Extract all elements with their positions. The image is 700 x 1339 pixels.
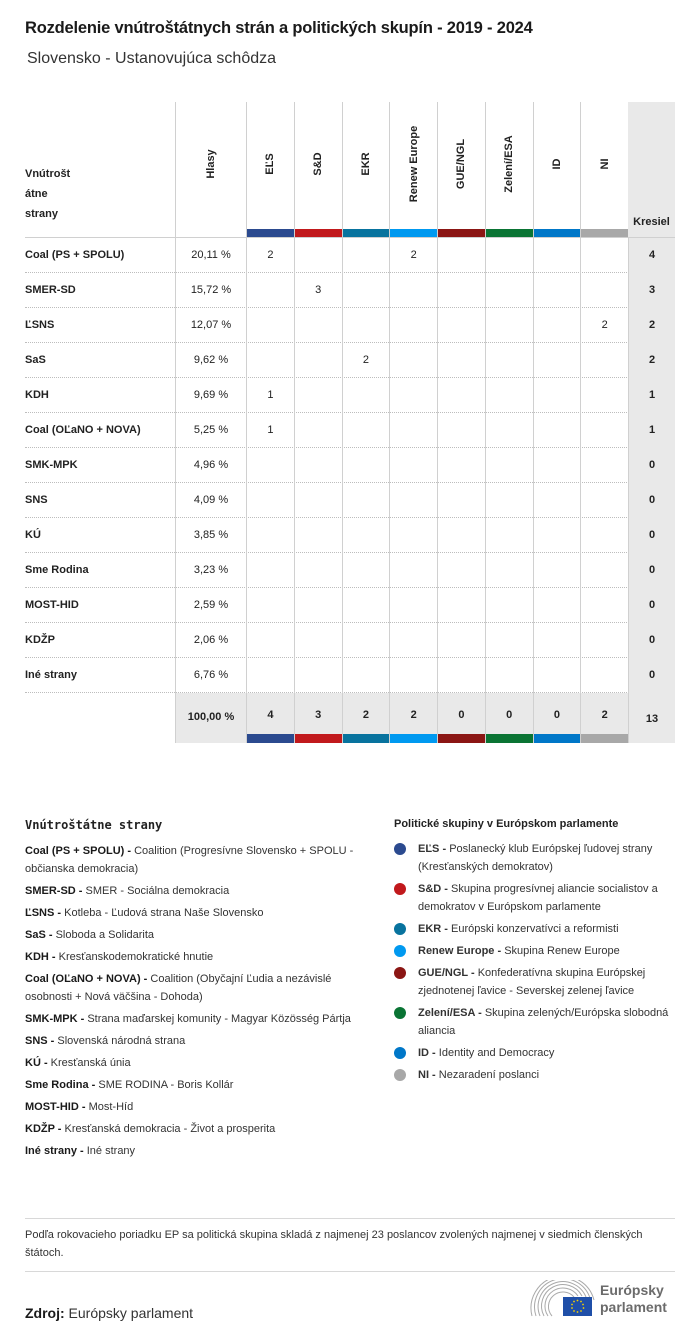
group-seats [485,378,533,413]
group-total [533,693,581,743]
party-legend-item [25,1032,365,1050]
party-abbr: Coal (OĽaNO + NOVA) - [25,973,148,985]
group-seats [437,343,485,378]
party-abbr: SMK-MPK - [25,1013,85,1025]
group-seats [437,483,485,518]
group-seats [342,413,390,448]
group-legend-item [394,840,679,876]
party-fullname: Coalition (Obyčajní Ľudia a nezávislé osobnosti + Nová väčšina - Dohoda) [25,973,332,1003]
group-seats [294,518,342,553]
group-seats [389,483,437,518]
group-header-label: Zelení/ESA [503,135,516,193]
party-column-header [25,164,85,224]
group-fullname: Európski konzervatívci a reformisti [451,923,619,935]
group-seats [294,658,342,693]
group-seats [533,343,581,378]
group-seats [485,343,533,378]
group-seats [389,518,437,553]
totals-row [25,693,675,743]
group-seats: 2 [580,308,628,343]
group-seats [437,448,485,483]
group-color-bar [581,734,628,743]
party-legend-item [25,926,365,944]
table-row [25,483,675,518]
party-name: Coal (PS + SPOLU) [25,249,125,261]
group-total-value: 0 [506,709,513,721]
group-header-label: NI [598,158,611,170]
party-name: KÚ [25,529,41,541]
group-fullname: Poslanecký klub Európskej ľudovej strany (Kresťanských demokratov) [418,843,653,873]
party-name: SaS [25,354,46,366]
party-header-line: Vnútrošt [25,168,71,180]
party-legend-item [25,1098,365,1116]
group-seats [294,588,342,623]
group-header-label: Renew Europe [407,125,420,203]
group-column-header [389,102,437,238]
group-color-dot-icon [394,1007,406,1019]
group-seats [246,658,294,693]
group-header-label: S&D [312,152,325,176]
group-color-bar [343,734,390,743]
total-seats: 1 [628,378,675,413]
group-seats [485,518,533,553]
logo-wordmark [600,1282,667,1316]
group-fullname: Skupina zelených/Európska slobodná aliancia [418,1007,669,1037]
party-name: SNS [25,494,48,506]
group-seats [389,448,437,483]
party-abbr: Coal (PS + SPOLU) - [25,845,132,857]
group-total-value: 2 [601,709,608,721]
group-column-header [294,102,342,238]
group-color-dot-icon [394,945,406,957]
group-seats [533,623,581,658]
totals-label [25,693,175,743]
group-seats [342,273,390,308]
party-fullname: Kresťanská demokracia - Život a prosperita [64,1123,276,1135]
group-seats: 2 [342,343,390,378]
group-fullname: Nezaradení poslanci [438,1069,540,1081]
group-color-dot-icon [394,1047,406,1059]
votes-share: 6,76 % [175,658,246,693]
group-seats [294,413,342,448]
group-abbr: NI - [418,1069,436,1081]
group-total-value: 2 [362,709,369,721]
party-header-line: strany [25,208,59,220]
votes-share: 15,72 % [175,273,246,308]
group-seats [485,273,533,308]
group-seats [533,413,581,448]
party-name: MOST-HID [25,599,79,611]
party-name: Iné strany [25,669,77,681]
group-seats [580,518,628,553]
group-color-bar [486,734,533,743]
table-row [25,448,675,483]
votes-share: 20,11 % [175,238,246,273]
group-color-bar [247,734,294,743]
european-parliament-logo [528,1280,678,1320]
group-column-header [437,102,485,238]
group-header-label: EKR [359,152,372,176]
group-seats [342,238,390,273]
group-total-value: 2 [410,709,417,721]
group-seats [389,413,437,448]
party-abbr: KDŽP - [25,1123,62,1135]
party-fullname: Kresťanskodemokratické hnutie [58,951,214,963]
party-legend-item [25,842,365,878]
total-seats: 2 [628,343,675,378]
group-total-value: 3 [315,709,322,721]
party-legend-item [25,1142,365,1160]
group-color-dot-icon [394,883,406,895]
party-abbr: Sme Rodina - [25,1079,96,1091]
chart-subtitle: Slovensko - Ustanovujúca schôdza [27,50,277,67]
table-row [25,553,675,588]
group-seats [485,658,533,693]
group-seats [246,308,294,343]
group-seats [389,658,437,693]
votes-column-header [175,102,246,238]
group-column-header [533,102,581,238]
group-seats [580,238,628,273]
group-seats [389,378,437,413]
group-column-header [485,102,533,238]
group-seats [294,448,342,483]
group-seats: 1 [246,413,294,448]
group-legend-item [394,1066,679,1084]
group-seats [246,623,294,658]
logo-line: parlament [600,1299,667,1315]
group-seats [342,483,390,518]
group-seats [437,588,485,623]
group-color-bar [438,734,485,743]
party-name: Coal (OĽaNO + NOVA) [25,424,141,436]
party-legend-item [25,1010,365,1028]
group-color-bar [295,734,342,743]
votes-share: 3,23 % [175,553,246,588]
party-legend-item [25,1120,365,1138]
group-seats [533,588,581,623]
group-seats: 2 [246,238,294,273]
group-seats [389,343,437,378]
group-seats [437,378,485,413]
group-abbr: EĽS - [418,843,447,855]
table-header [25,102,675,238]
group-legend-item [394,920,679,938]
total-seats: 1 [628,413,675,448]
group-seats [533,483,581,518]
group-header-label: EĽS [264,153,277,175]
votes-header-label: Hlasy [205,149,217,179]
group-seats [389,308,437,343]
votes-share: 4,09 % [175,483,246,518]
group-seats [580,588,628,623]
group-fullname: Skupina Renew Europe [504,945,620,957]
group-seats [342,378,390,413]
party-fullname: Strana maďarskej komunity - Magyar Közösség Pártja [87,1013,351,1025]
hemicycle-icon [528,1280,598,1318]
party-fullname: Most-Híd [88,1101,134,1113]
total-seats: 2 [628,308,675,343]
total-seats: 0 [628,483,675,518]
group-seats [437,308,485,343]
group-seats [246,588,294,623]
table-row [25,378,675,413]
party-abbr: SaS - [25,929,53,941]
group-seats [580,483,628,518]
group-seats [389,553,437,588]
group-seats [342,553,390,588]
group-seats [580,378,628,413]
group-seats [246,343,294,378]
table-row [25,238,675,273]
group-seats: 3 [294,273,342,308]
total-seats: 0 [628,658,675,693]
group-seats [342,588,390,623]
votes-share: 2,06 % [175,623,246,658]
group-seats [485,483,533,518]
group-legend-title: Politické skupiny v Európskom parlamente [394,818,619,830]
group-legend-item [394,1004,679,1040]
party-fullname: Kotleba - Ľudová strana Naše Slovensko [64,907,264,919]
votes-share: 9,69 % [175,378,246,413]
votes-share: 2,59 % [175,588,246,623]
total-seats: 0 [628,448,675,483]
group-seats [485,553,533,588]
party-abbr: KDH - [25,951,56,963]
chart-title: Rozdelenie vnútroštátnych strán a politických skupín - 2019 - 2024 [25,19,533,37]
group-seats [533,448,581,483]
group-seats [294,238,342,273]
group-seats [294,378,342,413]
total-seats: 0 [628,553,675,588]
group-fullname: Konfederatívna skupina Európskej zjednotenej ľavice - Severskej zelenej ľavice [418,967,646,997]
group-seats [533,553,581,588]
group-seats [246,483,294,518]
group-seats [389,588,437,623]
table-row [25,413,675,448]
group-total [294,693,342,743]
group-total-value: 0 [553,709,560,721]
group-legend-item [394,880,679,916]
table-row [25,588,675,623]
group-seats [580,448,628,483]
total-seats: 0 [628,588,675,623]
group-seats [485,413,533,448]
group-seats [246,553,294,588]
group-seats [533,518,581,553]
seats-column-header [628,102,675,238]
group-total [342,693,390,743]
party-abbr: SMER-SD - [25,885,83,897]
party-fullname: Iné strany [86,1145,136,1157]
group-abbr: S&D - [418,883,448,895]
group-color-dot-icon [394,1069,406,1081]
seat-distribution-table [25,102,675,743]
total-seats: 3 [628,273,675,308]
group-seats [342,308,390,343]
group-column-header [580,102,628,238]
party-legend-title: Vnútroštátne strany [25,818,163,832]
table-row [25,623,675,658]
group-seats [294,343,342,378]
group-total [389,693,437,743]
group-color-bar [534,734,581,743]
group-header-label: ID [550,158,563,170]
group-color-dot-icon [394,967,406,979]
group-seats [437,553,485,588]
group-total-value: 4 [267,709,274,721]
group-legend-item [394,964,679,1000]
group-color-bar [390,734,437,743]
group-abbr: EKR - [418,923,448,935]
party-fullname: Slovenská národná strana [57,1035,186,1047]
table-body [25,238,675,693]
group-seats [246,518,294,553]
group-column-header [246,102,294,238]
group-seats [246,448,294,483]
footnote: Podľa rokovacieho poriadku EP sa politická skupina skladá z najmenej 23 poslancov zvolených najmenej v siedmich členských štátoch. [25,1229,643,1259]
group-seats [485,308,533,343]
group-seats [580,658,628,693]
party-name: KDH [25,389,49,401]
group-seats [246,273,294,308]
total-seats: 4 [628,238,675,273]
party-abbr: SNS - [25,1035,55,1047]
group-seats [342,658,390,693]
party-abbr: KÚ - [25,1057,48,1069]
table-row [25,658,675,693]
group-seats [533,378,581,413]
table-row [25,308,675,343]
group-seats [533,308,581,343]
group-total [246,693,294,743]
group-color-dot-icon [394,843,406,855]
party-abbr: MOST-HID - [25,1101,86,1113]
party-fullname: SME RODINA - Boris Kollár [98,1079,234,1091]
group-seats [533,658,581,693]
group-total-value: 0 [458,709,465,721]
party-fullname: Kresťanská únia [50,1057,131,1069]
group-seats [580,273,628,308]
group-seats [580,553,628,588]
source [25,1305,193,1321]
group-seats [389,623,437,658]
table-row [25,273,675,308]
group-seats [437,238,485,273]
party-abbr: ĽSNS - [25,907,62,919]
party-name: SMER-SD [25,284,76,296]
group-legend-item [394,942,679,960]
source-value: Európsky parlament [68,1305,194,1321]
group-seats [580,343,628,378]
party-name: KDŽP [25,634,55,646]
party-legend-item [25,882,365,900]
group-seats [342,623,390,658]
group-abbr: GUE/NGL - [418,967,475,979]
group-seats [485,238,533,273]
group-abbr: Zelení/ESA - [418,1007,482,1019]
divider [25,1271,675,1272]
group-total [437,693,485,743]
party-fullname: Coalition (Progresívne Slovensko + SPOLU - občianska demokracia) [25,845,354,875]
group-seats [437,273,485,308]
party-name: SMK-MPK [25,459,78,471]
source-label: Zdroj: [25,1305,65,1321]
seats-header-label: Kresiel [633,216,670,228]
table-row [25,518,675,553]
group-seats [580,623,628,658]
group-legend-item [394,1044,679,1062]
party-legend [25,818,365,1164]
group-seats [294,553,342,588]
group-abbr: ID - [418,1047,436,1059]
party-header-line: átne [25,188,48,200]
group-seats [342,448,390,483]
party-legend-item [25,948,365,966]
logo-line: Európsky [600,1282,664,1298]
group-total [580,693,628,743]
votes-share: 9,62 % [175,343,246,378]
total-seats: 0 [628,518,675,553]
group-seats [437,518,485,553]
group-seats [294,483,342,518]
party-name: ĽSNS [25,319,55,331]
group-legend [394,818,679,1088]
group-seats [437,413,485,448]
group-header-label: GUE/NGL [455,138,468,190]
party-fullname: Sloboda a Solidarita [55,929,155,941]
votes-share: 12,07 % [175,308,246,343]
table-row [25,343,675,378]
party-legend-item [25,1076,365,1094]
group-abbr: Renew Europe - [418,945,502,957]
group-seats: 1 [246,378,294,413]
group-total [485,693,533,743]
group-color-dot-icon [394,923,406,935]
total-votes: 100,00 % [175,693,246,743]
group-fullname: Identity and Democracy [438,1047,555,1059]
group-seats [533,273,581,308]
group-seats [294,308,342,343]
divider [25,1218,675,1219]
group-seats [485,588,533,623]
group-seats [389,273,437,308]
group-seats [437,623,485,658]
group-seats [533,238,581,273]
group-seats [342,518,390,553]
votes-share: 5,25 % [175,413,246,448]
total-seats: 0 [628,623,675,658]
party-legend-item [25,970,365,1006]
group-seats: 2 [389,238,437,273]
party-abbr: Iné strany - [25,1145,84,1157]
group-fullname: Skupina progresívnej aliancie socialistov a demokratov v Európskom parlamente [418,883,658,913]
group-seats [580,413,628,448]
group-column-header [342,102,390,238]
group-seats [437,658,485,693]
group-seats [485,448,533,483]
party-legend-item [25,1054,365,1072]
party-legend-item [25,904,365,922]
grand-total-seats: 13 [628,693,675,743]
votes-share: 3,85 % [175,518,246,553]
group-seats [294,623,342,658]
votes-share: 4,96 % [175,448,246,483]
group-seats [485,623,533,658]
party-fullname: SMER - Sociálna demokracia [85,885,230,897]
party-name: Sme Rodina [25,564,89,576]
